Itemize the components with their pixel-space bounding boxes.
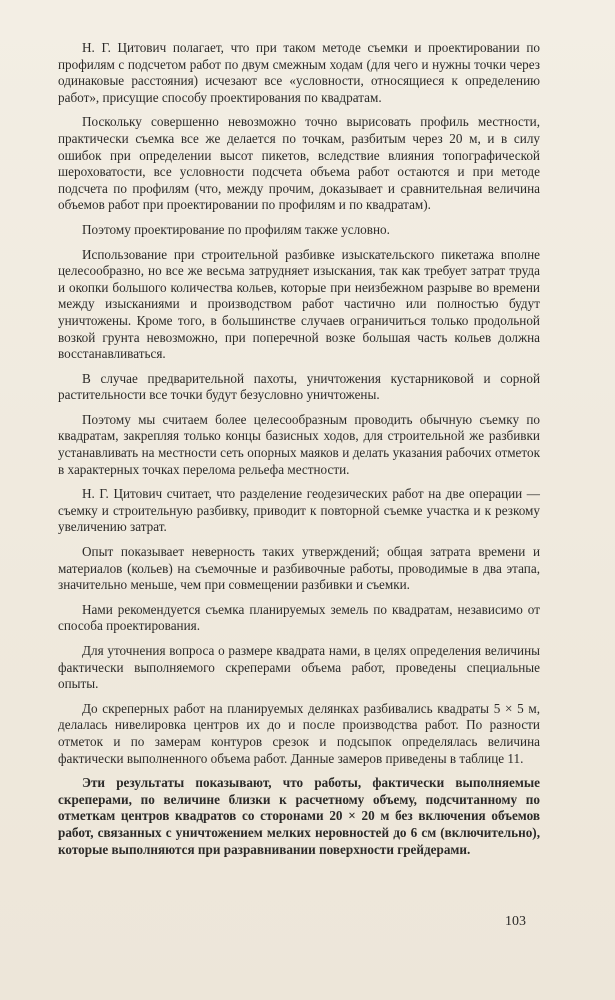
paragraph-3: Поэтому проектирование по профилям также условно.	[82, 221, 390, 237]
paragraph-6: Поэтому мы считаем более целесообразным проводить обычную съемку по квадратам, закрепляя только концы базисных ходов, для строительной же разбивки устанавливать на местности сеть опорных маяков и делать указания рабочих отметок в характерных точках перелома рельефа местности.	[58, 411, 540, 477]
paragraph-11: До скреперных работ на планируемых делянках разбивались квадраты 5 × 5 м, делалась нивелировка центров их до и после производства работ. По разности отметок и по замерам контуров срезок и подсыпок определялась величина фактически выполненного объема работ. Данные замеров приведены в таблице 11.	[58, 700, 540, 766]
paragraph-10: Для уточнения вопроса о размере квадрата нами, в целях определения величины фактически выполняемого скреперами объема работ, проведены специальные опыты.	[58, 643, 540, 692]
paragraph-2: Поскольку совершенно невозможно точно вырисовать профиль местности, практически съемка все же делается по точкам, разбитым через 20 м, и в силу ошибок при определении высот пикетов, вследствие влияния топографической шероховатости, все условности подсчета объема работ остаются и при методе подсчета по профилям (что, между прочим, доказывает и сравнительная величина объемов работ при проектировании по профилям и по квадратам).	[58, 114, 540, 213]
paragraph-1: Н. Г. Цитович полагает, что при таком методе съемки и проектировании по профилям с подсчетом работ по двум смежным ходам (для чего и нужны точки через одинаковые расстояния) исчезают все «условности, относящиеся к определению работ», присущие способу проектирования по квадратам.	[58, 40, 540, 105]
page-number: 103	[505, 914, 526, 929]
paragraph-7: Н. Г. Цитович считает, что разделение геодезических работ на две операции — съемку и строительную разбивку, приводит к повторной съемке участка и к резкому увеличению затрат.	[58, 486, 540, 535]
paragraph-5: В случае предварительной пахоты, уничтожения кустарниковой и сорной растительности все точки будут безусловно уничтожены.	[58, 370, 540, 403]
paragraph-9: Нами рекомендуется съемка планируемых земель по квадратам, независимо от способа проектирования.	[58, 601, 540, 634]
body-text	[58, 40, 540, 866]
paragraph-8: Опыт показывает неверность таких утверждений; общая затрата времени и материалов (кольев) на съемочные и разбивочные работы, проводимые в два этапа, значительно меньше, чем при совмещении разбивки и съемки.	[58, 544, 540, 593]
paragraph-12: Эти результаты показывают, что работы, фактически выполняемые скреперами, по величине близки к расчетному объему, подсчитанному по отметкам центров квадратов со сторонами 20 × 20 м без включения объемов работ, связанных с уничтожением мелких неровностей до 6 см (включительно), которые выполняются при разравнивании поверхности грейдерами.	[58, 775, 540, 857]
paragraph-4: Использование при строительной разбивке изыскательского пикетажа вполне целесообразно, но все же весьма затрудняет изыскания, так как требует затрат труда и окопки большого количества кольев, которые при неизбежном разрыве во времени между изысканиями и производством работ частично или полностью будут уничтожены. Кроме того, в большинстве случаев ограничиться только продольной возкой грунта невозможно, при поперечной возке большая часть кольев должна восстанавливаться.	[58, 246, 540, 362]
